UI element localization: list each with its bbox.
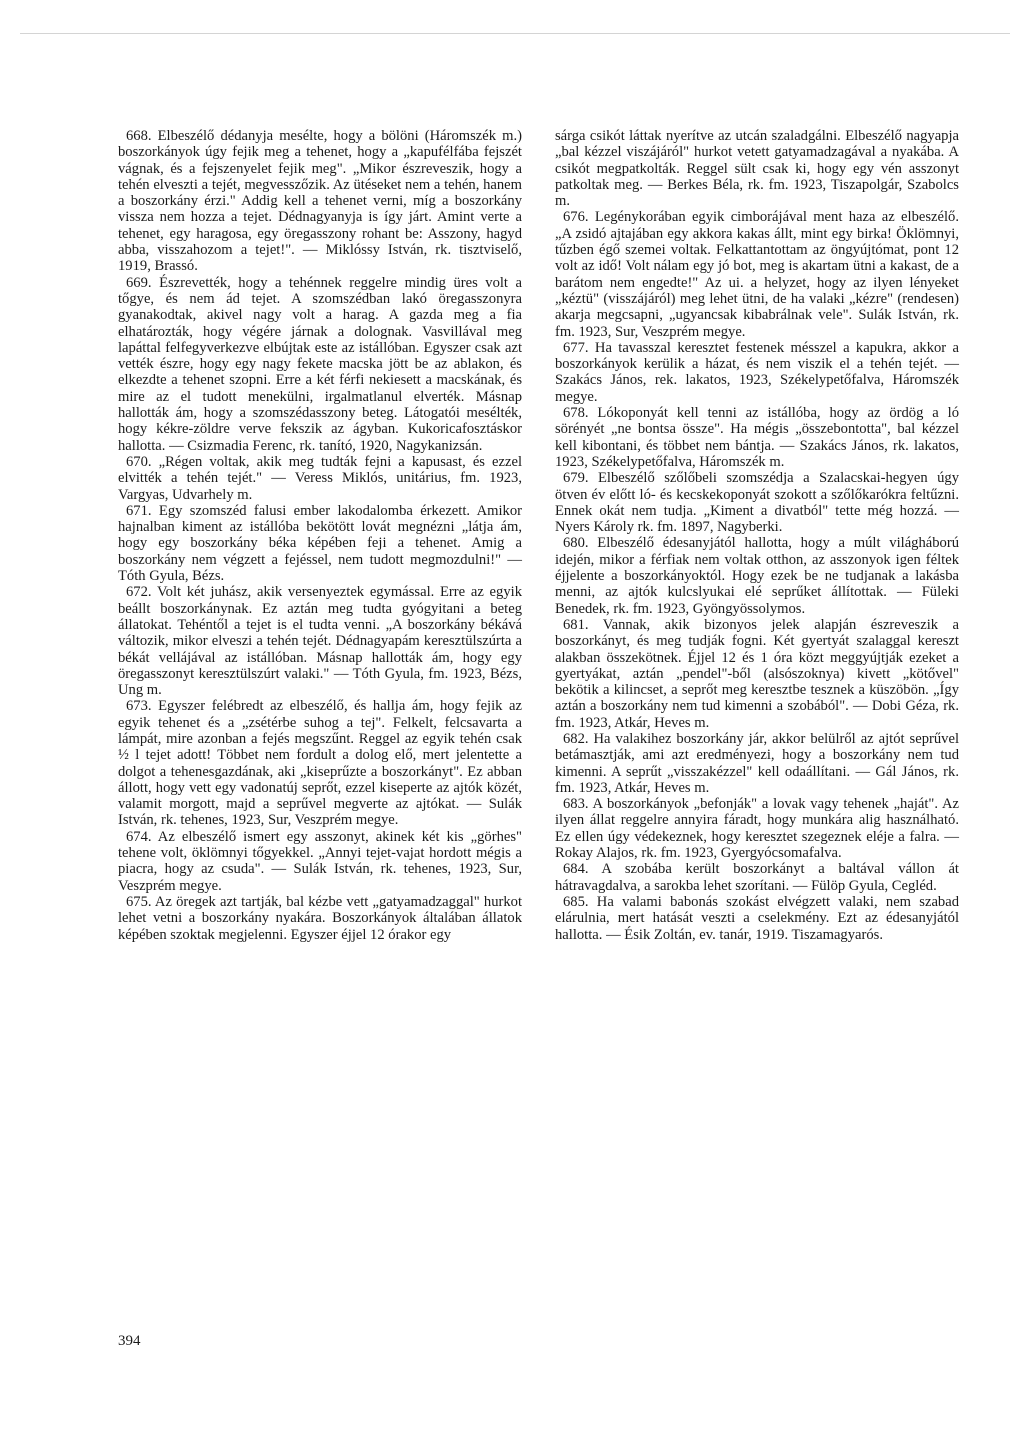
entry-682: 682. Ha valakihez boszorkány jár, akkor belülről az ajtót seprűvel betámasztják, ami azt eredményezi, hogy a boszorkány nem tud kimenni. A seprűt „visszakézzel" kell odaállítani. — Gál János, rk. fm. 1923, Atkár, Heves m. — [555, 730, 959, 796]
entry-681: 681. Vannak, akik bizonyos jelek alapján észreveszik a boszorkányt, és meg tudják fogni. Két gyertyát szalaggal kereszt alakban összekötnek. Éjjel 12 és 1 óra közt meggyújtják ezeket a gyertyákat, aztán „pendel"-ből (alsószoknya) kivett „kötővel" bekötik a kilincset, a seprőt meg keresztbe tesznek a küszöbön. „Így aztán a boszorkány nem tud kimenni a szobából". — Dobi Géza, rk. fm. 1923, Atkár, Heves m. — [555, 616, 959, 731]
entry-670: 670. „Régen voltak, akik meg tudták fejni a kapusast, és ezzel elvitték a tehén tejét." — Veress Miklós, unitárius, fm. 1923, Vargyas, Udvarhely m. — [118, 453, 522, 503]
entry-678: 678. Lókoponyát kell tenni az istállóba, hogy az ördög a ló sörényét „ne bontsa össze". Ha mégis „összebontotta", bal kézzel kell kibontani, és többet nem bántja. — Szakács János, rk. lakatos, 1923, Székelypetőfalva, Háromszék m. — [555, 405, 959, 470]
entry-675: 675. Az öregek azt tartják, bal kézbe vett „gatyamadzaggal" hurkot lehet vetni a boszorkány nyakára. Boszorkányok általában állatok képében szoktak megjelenni. Egyszer éjjel 12 órakor egy — [118, 893, 522, 943]
top-rule — [20, 33, 1010, 34]
entry-672: 672. Volt két juhász, akik versenyeztek egymással. Erre az egyik beállt boszorkánynak. Ez aztán meg tudta gyógyitani a beteg állatokat. Tehéntől a tejet is el tudta venni. „A boszorkány békává változik, mikor elveszi a tehén tejét. Dédnagyapám keresztülszúrta a békát vellájával az istállóban. Másnap hallották ám, hogy egy öregasszonyt keresztülszúrt valaki." — Tóth Gyula, fm. 1923, Bézs, Ung m. — [118, 584, 522, 699]
entry-669: 669. Észrevették, hogy a tehénnek reggelre mindig üres volt a tőgye, és nem ád tejet. A szomszédban lakó öregasszonyra gyanakodtak, akivel nagy volt a harag. A gazda meg a fia elhatározták, hogy végére járnak a dolognak. Vasvillával meg lapáttal felfegyverkezve elbújtak este az istállóban. Egyszer csak azt vették észre, hogy egy nagy fekete macska jött be az ablakon, és elkezdte a tehenet szopni. Erre a két férfi nekiesett a macskának, és mire az el tudott menekülni, irgalmatlanul elverték. Másnap hallották ám, hogy a szomszédasszony beteg. Látogatói mesélték, hogy kékre-zöldre verve fekszik az ágyban. Kukoricafosztáskor hallotta. — Csizmadia Ferenc, rk. tanító, 1920, Nagykanizsán. — [118, 274, 522, 454]
entry-683: 683. A boszorkányok „befonják" a lovak vagy tehenek „haját". Az ilyen állat reggelre annyira fáradt, hogy munkára alig használható. Ez ellen úgy védekeznek, hogy keresztet szegeznek eléje a falra. — Rokay Alajos, rk. fm. 1923, Gyergyócsomafalva. — [555, 796, 959, 862]
entry-679: 679. Elbeszélő szőlőbeli szomszédja a Szalacskai-hegyen úgy ötven év előtt ló- és kecskekoponyát szokott a szőlőkarókra feltűzni. Ennek okát nem tudja. „Kiment a divatból" tette még hozzá. — Nyers Károly rk. fm. 1897, Nagyberki. — [555, 470, 959, 536]
entry-680: 680. Elbeszélő édesanyjától hallotta, hogy a múlt világháború idején, mikor a férfiak nem voltak otthon, az asszonyok igen féltek éjjelente a boszorkányoktól. Hogy ezek be ne tudjanak a lakásba menni, az ajtók kulcslyukai elé seprűket állítottak. — Füleki Benedek, rk. fm. 1923, Gyöngyössolymos. — [555, 535, 959, 617]
entry-676: 676. Legénykorában egyik cimborájával ment haza az elbeszélő. „A zsidó ajtajában egy akkora kakas állt, mint egy birka! Öklömnyi, tűzben égő szemei voltak. Felkattantottam az öngyújtómat, pont 12 volt az idő! Volt nálam egy jó bot, meg is akartam ütni a kakast, de a barátom nem engedte!" Az ui. a helyzet, hogy az ilyen lényeket „kéztü" (visszájáról) meg lehet ütni, de ha valaki „kézre" (rendesen) akarja megcsapni, „ugyancsak kibabrálnak vele". Sulák István, rk. fm. 1923, Sur, Veszprém megye. — [555, 209, 959, 340]
entry-685: 685. Ha valami babonás szokást elvégzett valaki, nem szabad elárulnia, mert hatását veszti a cselekmény. Ezt az édesanyjától hallotta. — Ésik Zoltán, ev. tanár, 1919. Tiszamagyarós. — [555, 893, 959, 943]
entry-671: 671. Egy szomszéd falusi ember lakodalomba érkezett. Amikor hajnalban kiment az istállóba bekötött lovát megnézni „látja ám, hogy egy boszorkány béka képében feji a tehenet. Amig a boszorkány nem végzett a fejéssel, nem tudott megmozdulni!" — Tóth Gyula, Bézs. — [118, 502, 522, 585]
left-column — [118, 128, 522, 943]
entry-675-continued: sárga csikót láttak nyerítve az utcán szaladgálni. Elbeszélő nagyapja „bal kézzel viszájáról" hurkot vetett gatyamadzagával a nyakába. A csikót megpatkolták. Reggel sült csak ki, hogy egy vén asszonyt patkoltak meg. — Berkes Béla, rk. fm. 1923, Tiszapolgár, Szabolcs m. — [555, 128, 959, 210]
page-number: 394 — [118, 1333, 141, 1349]
entry-677: 677. Ha tavasszal keresztet festenek mésszel a kapukra, akkor a boszorkányok kerülik a házat, és nem viszik el a tehén tejét. — Szakács János, rek. lakatos, 1923, Székelypetőfalva, Háromszék megye. — [555, 339, 959, 405]
entry-684: 684. A szobába került boszorkányt a baltával vállon át hátravagdalva, a sarokba lehet szorítani. — Fülöp Gyula, Cegléd. — [555, 861, 959, 894]
entry-674: 674. Az elbeszélő ismert egy asszonyt, akinek két kis „görhes" tehene volt, öklömnyi tőgyekkel. „Annyi tejet-vajat hordott mégis a piacra, hogy az csuda". — Sulák István, rk. tehenes, 1923, Sur, Veszprém megye. — [118, 828, 522, 894]
right-column — [555, 128, 959, 943]
entry-668: 668. Elbeszélő dédanyja mesélte, hogy a bölöni (Háromszék m.) boszorkányok úgy fejik meg a tehenet, hogy a „kapufélfába fejszét vágnak, és a fejszenyelet fejik meg". „Mikor észreveszik, hogy a tehén elveszti a tejét, megvesszőzik. Az ütéseket nem a tehén, hanem a boszorkány érzi." Addig kell a tehenet verni, míg a boszorkány vissza nem hozza a tejet. Dédnagyanyja is így járt. Amint verte a tehenet, egy haragosa, egy öregasszony rohant be: Asszony, hagyd abba, visszahozom a tejet!". — Miklóssy István, rk. tisztviselő, 1919, Brassó. — [118, 128, 522, 275]
entry-673: 673. Egyszer felébredt az elbeszélő, és hallja ám, hogy fejik az egyik tehenet és a „zsétérbe suhog a tej". Felkelt, felcsavarta a lámpát, mire azonban a fejés megszűnt. Reggel az egyik tehén csak ½ l tejet adott! Többet nem fordult a dolog elő, mert jelentette a dolgot a tehenesgazdának, aki „kiseprűzte a boszorkányt". Ez abban állott, hogy vett egy vadonatúj seprőt, ezzel kiseperte az ajtók közét, valamit morgott, majd a seprűvel megverte az ajtókat. — Sulák István, rk. tehenes, 1923, Sur, Veszprém megye. — [118, 698, 522, 829]
